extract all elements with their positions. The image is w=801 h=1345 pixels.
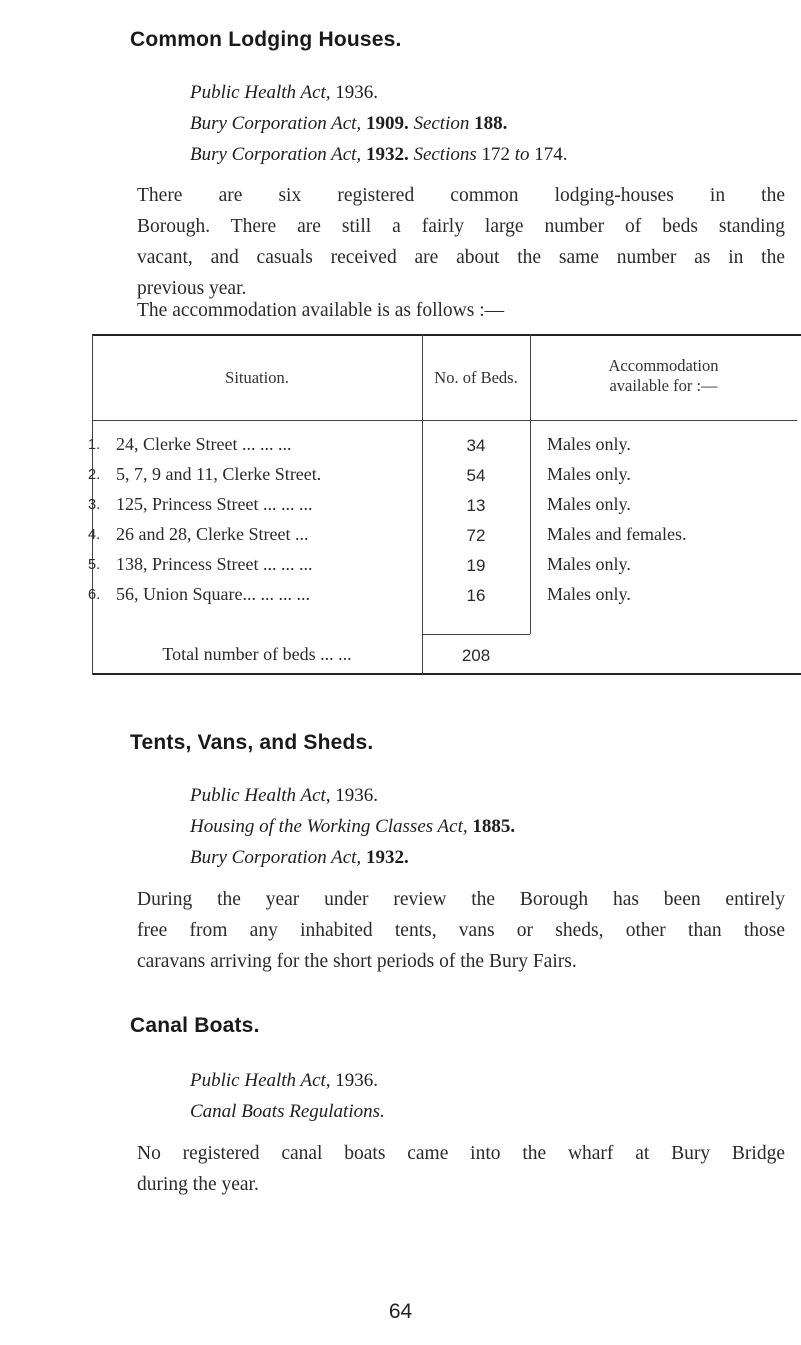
header-situation: Situation. — [225, 368, 289, 387]
row-situation: 26 and 28, Clerke Street ... — [116, 524, 309, 544]
paragraph-line: free from any inhabited tents, vans or sheds, other than those — [137, 920, 785, 941]
total-label: Total number of beds ... ... — [162, 644, 352, 664]
canal-paragraph — [137, 1138, 785, 1200]
header-accommodation-line2: available for :— — [609, 376, 718, 395]
paragraph-line: Borough. There are still a fairly large number of beds standing — [137, 216, 785, 237]
section-heading-lodging-houses: Common Lodging Houses. — [130, 28, 402, 51]
table-intro-text: The accommodation available is as follows :— — [137, 300, 505, 321]
row-accommodation: Males only. — [547, 494, 631, 514]
paragraph-line: caravans arriving for the short periods of the Bury Fairs. — [137, 951, 577, 972]
row-accommodation: Males only. — [547, 554, 631, 574]
paragraph-line: previous year. — [137, 278, 247, 299]
row-index: 1. — [88, 437, 101, 453]
row-accommodation: Males only. — [547, 464, 631, 484]
paragraph-line: During the year under review the Borough has been entirely — [137, 889, 785, 910]
row-accommodation: Males and females. — [547, 524, 687, 544]
row-index: 2. — [88, 467, 101, 483]
row-accommodation: Males only. — [547, 434, 631, 454]
total-value: 208 — [461, 646, 491, 665]
row-index: 5. — [88, 557, 101, 573]
paragraph-line: There are six registered common lodging-houses in the — [137, 185, 785, 206]
table-header-rule — [92, 420, 797, 421]
row-index: 3. — [88, 497, 101, 513]
statute-references-lodging — [190, 77, 568, 170]
paragraph-line: during the year. — [137, 1174, 259, 1195]
row-index: 6. — [88, 587, 101, 603]
statute-ref: Public Health Act, 1936. — [190, 1070, 379, 1091]
lodging-paragraph — [137, 180, 785, 304]
lodging-houses-table — [88, 334, 801, 675]
table-top-rule — [92, 334, 801, 336]
paragraph-line: No registered canal boats came into the wharf at Bury Bridge — [137, 1143, 785, 1164]
table-bottom-rule — [92, 673, 801, 675]
row-beds: 19 — [466, 556, 486, 575]
statute-ref: Public Health Act, 1936. — [190, 82, 379, 103]
header-accommodation-line1: Accommodation — [608, 356, 719, 375]
statute-ref: Housing of the Working Classes Act, 1885. — [190, 816, 516, 837]
section-heading-canal-boats: Canal Boats. — [130, 1014, 260, 1037]
statute-references-tents — [190, 780, 515, 873]
row-beds: 13 — [466, 496, 486, 515]
statute-ref: Bury Corporation Act, 1909. Section 188. — [190, 113, 508, 134]
row-situation: 138, Princess Street ... ... ... — [116, 554, 313, 574]
total-rule — [422, 634, 530, 635]
statute-references-canal — [190, 1065, 385, 1127]
row-beds: 16 — [466, 586, 486, 605]
section-heading-tents: Tents, Vans, and Sheds. — [130, 731, 374, 754]
row-beds: 34 — [466, 436, 486, 455]
page-number: 64 — [388, 1300, 413, 1323]
row-situation: 24, Clerke Street ... ... ... — [116, 434, 292, 454]
header-beds: No. of Beds. — [434, 368, 518, 387]
row-index: 4. — [88, 527, 101, 543]
row-beds: 72 — [466, 526, 486, 545]
row-situation: 5, 7, 9 and 11, Clerke Street. — [116, 464, 322, 484]
row-situation: 125, Princess Street ... ... ... — [116, 494, 313, 514]
statute-ref: Bury Corporation Act, 1932. Sections 172 to 174. — [190, 144, 568, 165]
statute-ref: Canal Boats Regulations. — [190, 1101, 385, 1122]
row-accommodation: Males only. — [547, 584, 631, 604]
paragraph-line: vacant, and casuals received are about the same number as in the — [137, 247, 785, 268]
statute-ref: Public Health Act, 1936. — [190, 785, 379, 806]
statute-ref: Bury Corporation Act, 1932. — [190, 847, 409, 868]
table-intro — [137, 295, 785, 326]
tents-paragraph — [137, 884, 785, 977]
row-situation: 56, Union Square... ... ... ... — [116, 584, 310, 604]
row-beds: 54 — [466, 466, 486, 485]
